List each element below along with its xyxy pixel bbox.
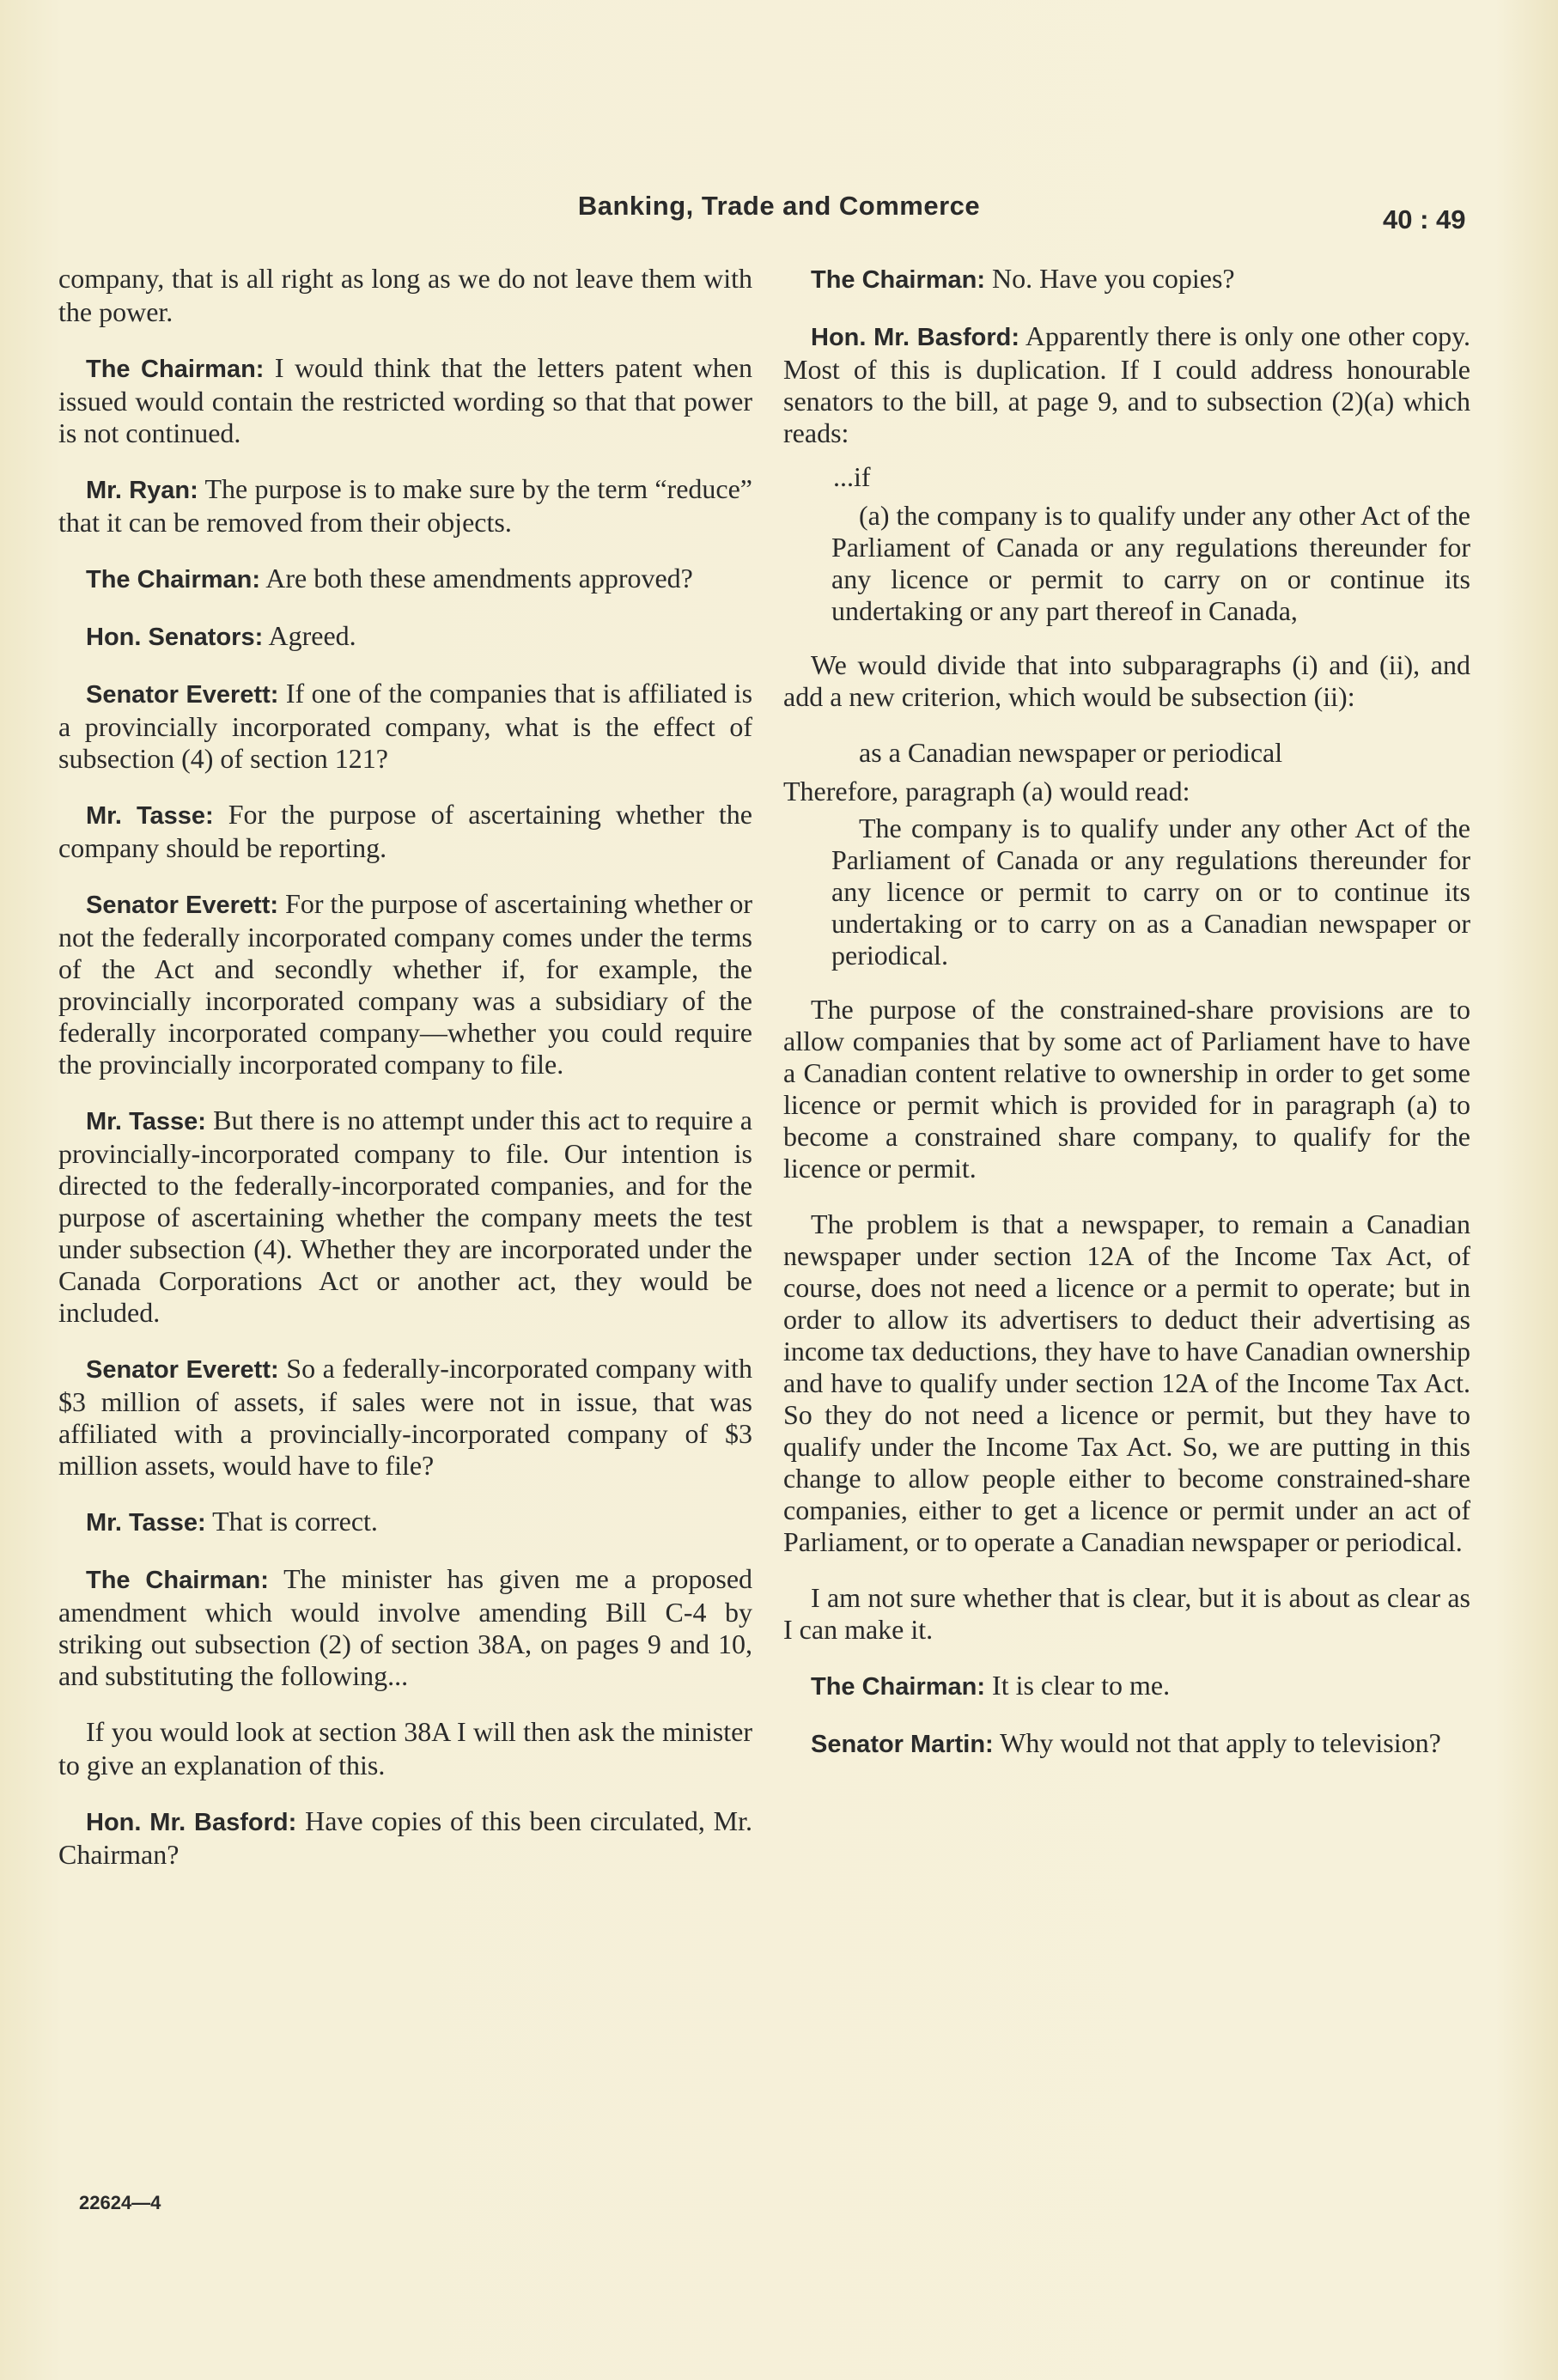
paragraph-text: It is clear to me. xyxy=(992,1670,1171,1701)
paragraph-text: I am not sure whether that is clear, but it is about as clear as I can make it. xyxy=(783,1582,1470,1645)
paragraph xyxy=(58,1563,752,1692)
right-column xyxy=(783,263,1470,1785)
speaker-name: Senator Everett: xyxy=(86,1356,279,1384)
speaker-name: The Chairman: xyxy=(86,356,265,383)
speaker-name: Mr. Tasse: xyxy=(86,1509,206,1537)
paragraph-text: Agreed. xyxy=(268,620,356,651)
paragraph xyxy=(783,1582,1470,1646)
speaker-name: Mr. Tasse: xyxy=(86,1108,206,1135)
speaker-name: Mr. Ryan: xyxy=(86,477,198,504)
paragraph xyxy=(58,352,752,449)
paragraph xyxy=(58,620,752,654)
paragraph xyxy=(783,649,1470,713)
quoted-intro: ...if xyxy=(833,461,871,492)
paragraph-text: For the purpose of ascertaining whether or not the federally incorporated company comes under the terms of the Act and secondly whether if, for example, the provincially incorporated company was a subsidiary of the federally incorporated company—whether you could require the provincially incorporated company to file. xyxy=(58,888,753,1080)
paragraph-text: That is correct. xyxy=(212,1506,378,1537)
paragraph-text: If you would look at section 38A I will then ask the minister to give an explanation of this. xyxy=(58,1716,752,1780)
paragraph xyxy=(58,888,752,1080)
speaker-name: Hon. Mr. Basford: xyxy=(86,1809,297,1836)
paragraph xyxy=(783,320,1470,449)
paragraph xyxy=(58,1105,752,1329)
speaker-name: The Chairman: xyxy=(811,266,986,294)
paragraph-text: But there is no attempt under this act to require a provincially-incorporated company to file. Our intention is directed to the federally-incorporated companies, and for the purpose of ascertaining whether the company meets the test under subsection (4). Whether they are incorporated under the Canada Corporations Act or another act, they would be included. xyxy=(58,1105,753,1328)
speaker-name: Hon. Senators: xyxy=(86,624,264,651)
speaker-name: Mr. Tasse: xyxy=(86,802,214,830)
paragraph-text: The purpose of the constrained-share provisions are to allow companies that by some act of Parliament have to have a Canadian content relative to ownership in order to get some licence or permit which is provided for in paragraph (a) to become a constrained share company, to qualify for the licence or permit. xyxy=(783,994,1470,1184)
running-header-title: Banking, Trade and Commerce xyxy=(577,191,981,221)
paragraph xyxy=(58,1716,752,1781)
paragraph-text: The purpose is to make sure by the term “reduce” that it can be removed from their objects. xyxy=(58,473,753,538)
paragraph-text: We would divide that into subparagraphs (i) and (ii), and add a new criterion, which would be subsection (ii): xyxy=(783,649,1470,712)
paragraph xyxy=(58,263,752,328)
speaker-name: Hon. Mr. Basford: xyxy=(811,324,1019,351)
speaker-name: The Chairman: xyxy=(811,1673,986,1701)
paragraph-text: Have copies of this been circulated, Mr. Chairman? xyxy=(58,1805,753,1870)
paragraph-text: I would think that the letters patent when issued would contain the restricted wording so that that power is not continued. xyxy=(58,352,753,448)
paragraph xyxy=(58,473,752,539)
speaker-name: The Chairman: xyxy=(86,1567,269,1594)
quoted-amended-paragraph: The company is to qualify under any other Act of the Parliament of Canada or any regulations thereunder for any licence or permit to carry on or to continue its undertaking or to carry on as a Canadian newspaper or periodical. xyxy=(831,813,1470,971)
paragraph-text: No. Have you copies? xyxy=(992,263,1235,294)
speaker-name: Senator Martin: xyxy=(811,1731,994,1758)
paragraph xyxy=(783,994,1470,1184)
paragraph-text: Why would not that apply to television? xyxy=(1000,1727,1441,1758)
paragraph-text: For the purpose of ascertaining whether the company should be reporting. xyxy=(58,799,753,863)
paragraph-text: So a federally-incorporated company with $3 million of assets, if sales were not in issue, that was affiliated with a provincially-incorporated company of $3 million assets, would have to file? xyxy=(58,1353,753,1481)
paragraph xyxy=(783,263,1470,296)
paragraph xyxy=(783,1670,1470,1703)
paragraph xyxy=(58,1506,752,1539)
paragraph-text: The problem is that a newspaper, to remain a Canadian newspaper under section 12A of the Income Tax Act, of course, does not need a licence or a permit to operate; but in order to allow its advertisers to deduct their advertising as income tax deductions, they have to have Canadian ownership and have to qualify under section 12A of the Income Tax Act. So they do not need a licence or permit, but they have to qualify under the Income Tax Act. So, we are putting in this change to allow people either to become constrained-share companies, either to get a licence or permit under an act of Parliament, or to operate a Canadian newspaper or periodical. xyxy=(783,1208,1470,1557)
paragraph-text: Apparently there is only one other copy. Most of this is duplication. If I could address honourable senators to the bill, at page 9, and to subsection (2)(a) which reads: xyxy=(783,320,1471,448)
quoted-criterion: as a Canadian newspaper or periodical xyxy=(859,737,1283,768)
paragraph xyxy=(783,776,1470,807)
speaker-name: The Chairman: xyxy=(86,566,261,593)
speaker-name: Senator Everett: xyxy=(86,892,279,919)
speaker-name: Senator Everett: xyxy=(86,681,279,709)
paragraph xyxy=(58,563,752,596)
paragraph xyxy=(783,1208,1470,1558)
paragraph xyxy=(58,799,752,864)
paragraph-text: company, that is all right as long as we do not leave them with the power. xyxy=(58,263,752,327)
printer-code: 22624—4 xyxy=(79,2192,161,2213)
paragraph-text: Are both these amendments approved? xyxy=(265,563,693,593)
left-column xyxy=(58,263,752,1895)
page-number: 40 : 49 xyxy=(1383,204,1466,234)
paragraph-text: If one of the companies that is affiliated is a provincially incorporated company, what is the effect of subsection (4) of section 121? xyxy=(58,678,753,774)
paragraph xyxy=(783,1727,1470,1761)
paragraph xyxy=(58,678,752,775)
paragraph xyxy=(58,1353,752,1482)
quoted-statute-text: (a) the company is to qualify under any other Act of the Parliament of Canada or any regulations thereunder for any licence or permit to carry on or continue its undertaking or any part thereof in Canada, xyxy=(831,500,1470,626)
paragraph-text: Therefore, paragraph (a) would read: xyxy=(783,776,1190,807)
paragraph-text: The minister has given me a proposed amendment which would involve amending Bill C-4 by striking out subsection (2) of section 38A, on pages 9 and 10, and substituting the following... xyxy=(58,1563,753,1691)
paragraph xyxy=(58,1805,752,1871)
